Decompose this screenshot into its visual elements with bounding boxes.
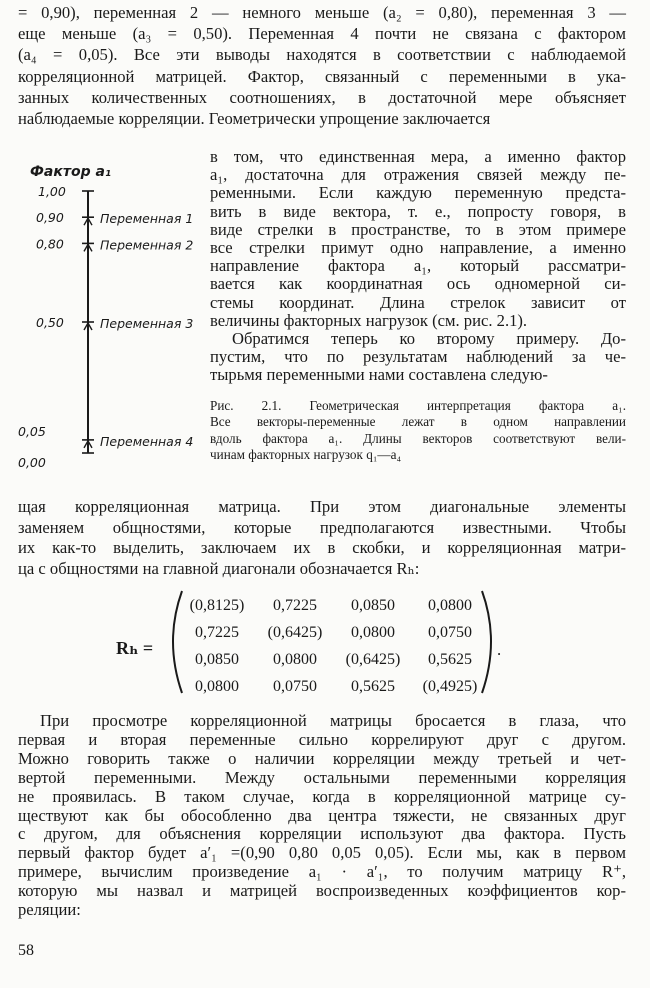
text-line: не проявилась. В таком случае, когда в корреляционной матрице су- [18, 786, 626, 806]
variable-label: Переменная 4 [100, 433, 194, 449]
text-line: которую мы назвал и матрицей воспроизведенных коэффициентов кор- [18, 881, 626, 901]
text-line: Можно говорить также о наличии корреляции между третьей и чет- [18, 748, 626, 768]
matrix-label: Rₕ = [116, 638, 154, 658]
text-line: щая корреляционная матрица. При этом диагональные элементы [18, 497, 626, 516]
matrix-cell: 0,0800 [428, 597, 472, 614]
text-line: ца с общностями на главной диагонали обозначается Rₕ: [18, 559, 420, 579]
text-line: величины факторных нагрузок (см. рис. 2.1). [210, 310, 528, 330]
text-line: вертой переменными. Между остальными переменными корреляция [18, 767, 626, 787]
text-line: вить в виде вектора, т. е., попросту говоря, в [210, 201, 626, 221]
matrix-cell: 0,0800 [273, 651, 317, 668]
matrix-cell: (0,6425) [267, 624, 323, 641]
figure-title: Фактор a₁ [30, 164, 112, 180]
text-line: заменяем общностями, которые предполагаются известными. Чтобы [18, 517, 626, 537]
tick-label: 0,50 [36, 315, 64, 330]
matrix-period: . [497, 640, 502, 659]
text-line: стемы координат. Длина стрелок зависит от [210, 292, 626, 312]
text-line: чинам факторных нагрузок q₁—a₄ [210, 446, 402, 462]
text-line: = 0,90), переменная 2 — немного меньше (a₂ = 0,80), переменная 3 — [18, 3, 626, 22]
matrix-cell: 0,5625 [428, 651, 472, 668]
tick-label: 0,80 [36, 236, 64, 252]
variable-label: Переменная 1 [100, 211, 194, 227]
text-line: первая и вторая переменные сильно коррелируют друг с другом. [18, 729, 626, 749]
text-line: виде стрелки в пространстве, то в этом примере [210, 219, 626, 239]
text-line: вается как координатная ось одномерной си- [210, 274, 626, 294]
text-line: Все векторы-переменные лежат в одном направлении [210, 414, 626, 430]
text-line: направление фактора a₁, который рассматри- [210, 256, 626, 276]
text-line: наблюдаемые корреляции. Геометрически упрощение заключается [18, 109, 491, 128]
matrix-cell: 0,0750 [428, 624, 472, 641]
text-line: Обратимся теперь ко второму примеру. До- [232, 329, 626, 348]
text-line: занных количественных соотношениях, в достаточной мере объясняет [18, 87, 626, 107]
matrix-cell: (0,8125) [189, 597, 245, 614]
text-line: их как-то выделить, заключаем их в скобки, и корреляционная матри- [18, 538, 626, 558]
variable-label: Переменная 3 [100, 316, 194, 331]
text-line: a₁, достаточна для отражения связей между пе- [210, 165, 626, 185]
tick-label: 0,00 [18, 455, 46, 470]
matrix-cell: (0,6425) [345, 651, 401, 668]
text-line: первый фактор будет a′₁ =(0,90 0,80 0,05 0,05). Если мы, как в первом [18, 843, 626, 863]
matrix-cell: 0,0850 [351, 597, 395, 614]
matrix-cell: 0,0750 [273, 678, 317, 695]
text-line: с другом, для объяснения корреляции используют два фактора. Пусть [18, 824, 626, 844]
tick-label: 1,00 [38, 184, 66, 199]
matrix-cell: 0,7225 [273, 597, 317, 614]
matrix-cell: 0,0800 [351, 624, 395, 641]
matrix-cell: 0,0800 [195, 678, 239, 695]
text-line: реляции: [18, 900, 81, 919]
factor-figure [0, 0, 205, 480]
text-line: ществуют как бы обособленно два центра тяжести, не связанных друг [18, 805, 626, 825]
text-line: ременными. Если каждую переменную предста- [210, 183, 626, 203]
text-line: в том, что единственная мера, а именно фактор [210, 147, 626, 166]
matrix-cell: 0,5625 [351, 678, 395, 695]
matrix-cell: (0,4925) [422, 678, 478, 695]
text-line: примере, вычислим произведение a₁ · a′₁, то получим матрицу R⁺, [18, 862, 626, 882]
page-number: 58 [18, 942, 34, 959]
text-line: пустим, что по результатам наблюдений за че- [210, 347, 626, 367]
tick-label: 0,90 [36, 210, 64, 226]
text-line: корреляционной матрицей. Фактор, связанный с переменными в ука- [18, 66, 626, 86]
matrix-cell: 0,0850 [195, 651, 239, 668]
text-line: еще меньше (a₃ = 0,50). Переменная 4 почти не связана с фактором [18, 24, 626, 44]
text-line: тырьмя переменными нами составлена следую- [210, 365, 548, 385]
text-line: При просмотре корреляционной матрицы бросается в глаза, что [40, 711, 626, 730]
tick-label: 0,05 [18, 423, 46, 439]
text-line: (a₄ = 0,05). Все эти выводы находятся в соответствии с наблюдаемой [18, 45, 626, 65]
text-line: все стрелки примут одно направление, а именно [210, 238, 626, 257]
matrix-cell: 0,7225 [195, 624, 239, 641]
variable-label: Переменная 2 [100, 237, 194, 253]
text-line: Рис. 2.1. Геометрическая интерпретация фактора a₁. [210, 398, 626, 413]
text-line: вдоль фактора a₁. Длины векторов соответствуют вели- [210, 430, 626, 446]
